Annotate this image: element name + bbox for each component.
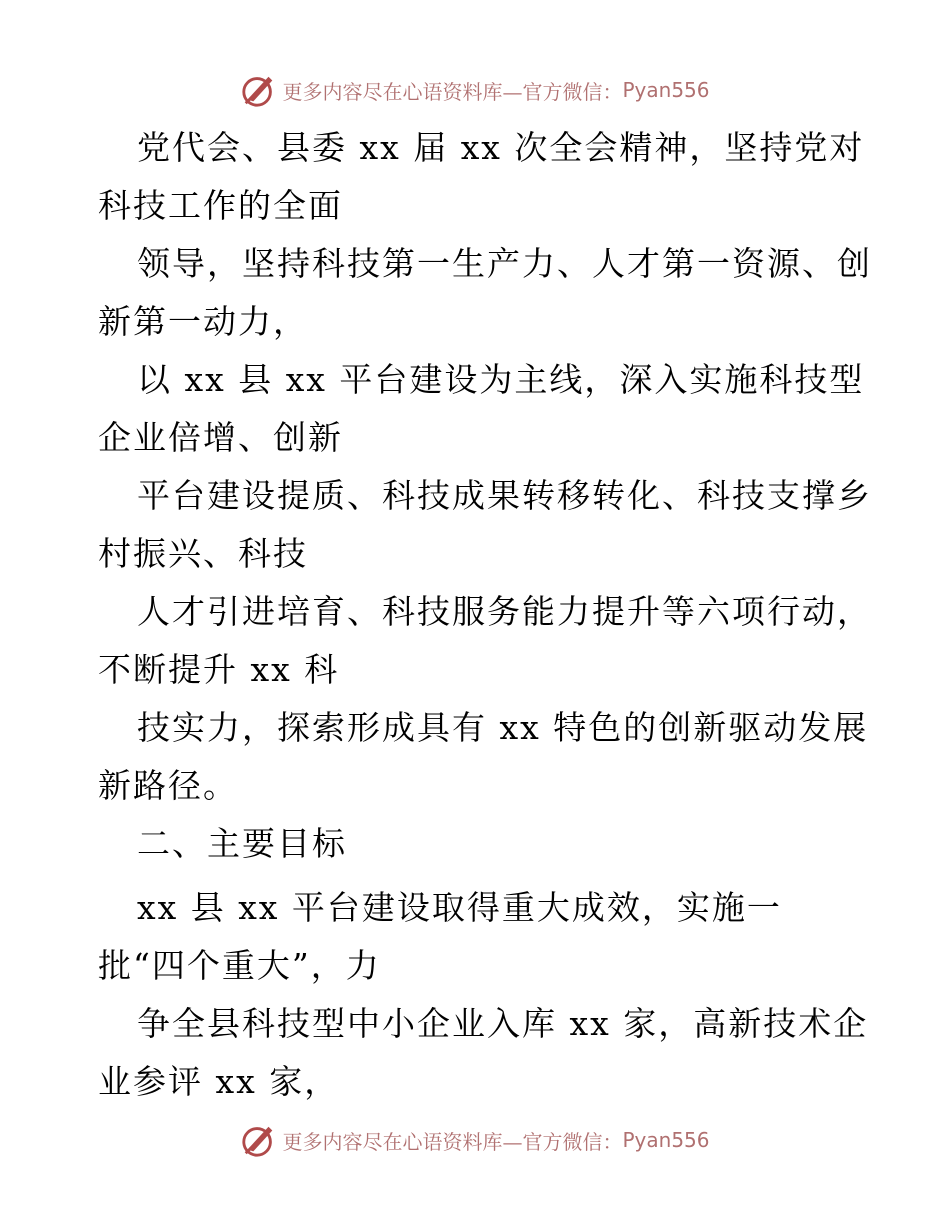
watermark-text: 更多内容尽在心语资料库—官方微信：: [282, 1129, 623, 1154]
text-line: 科技工作的全面: [98, 186, 343, 225]
text-line: 以 xx 县 xx 平台建设为主线，深入实施科技型: [137, 360, 865, 399]
quill-seal-icon: [240, 71, 278, 109]
text-line: 党代会、县委 xx 届 xx 次全会精神，坚持党对: [137, 128, 865, 167]
text-line: 不断提升 xx 科: [98, 650, 340, 689]
text-line: 领导，坚持科技第一生产力、人才第一资源、创: [137, 244, 872, 283]
text-line: 人才引进培育、科技服务能力提升等六项行动，: [137, 592, 872, 631]
text-line: xx 县 xx 平台建设取得重大成效，实施一: [137, 888, 782, 927]
text-line: 企业倍增、创新: [98, 418, 343, 457]
header-watermark: [0, 70, 950, 110]
watermark-text: 更多内容尽在心语资料库—官方微信：: [282, 79, 623, 104]
text-line: 平台建设提质、科技成果转移转化、科技支撑乡: [137, 476, 872, 515]
text-line: 村振兴、科技: [98, 534, 308, 573]
text-line: 争全县科技型中小企业入库 xx 家，高新技术企: [137, 1004, 869, 1043]
footer-watermark: [0, 1120, 950, 1160]
watermark-id: Pyan556: [622, 1128, 710, 1152]
text-line: 新路径。: [98, 766, 238, 805]
text-line: 技实力，探索形成具有 xx 特色的创新驱动发展: [137, 708, 869, 747]
text-line: 新第一动力，: [98, 302, 308, 341]
watermark-id: Pyan556: [622, 78, 710, 102]
section-heading: 二、主要目标: [137, 824, 347, 863]
text-line: 批“四个重大”，力: [98, 946, 381, 985]
quill-seal-icon: [240, 1121, 278, 1159]
text-line: 业参评 xx 家，: [98, 1062, 340, 1101]
